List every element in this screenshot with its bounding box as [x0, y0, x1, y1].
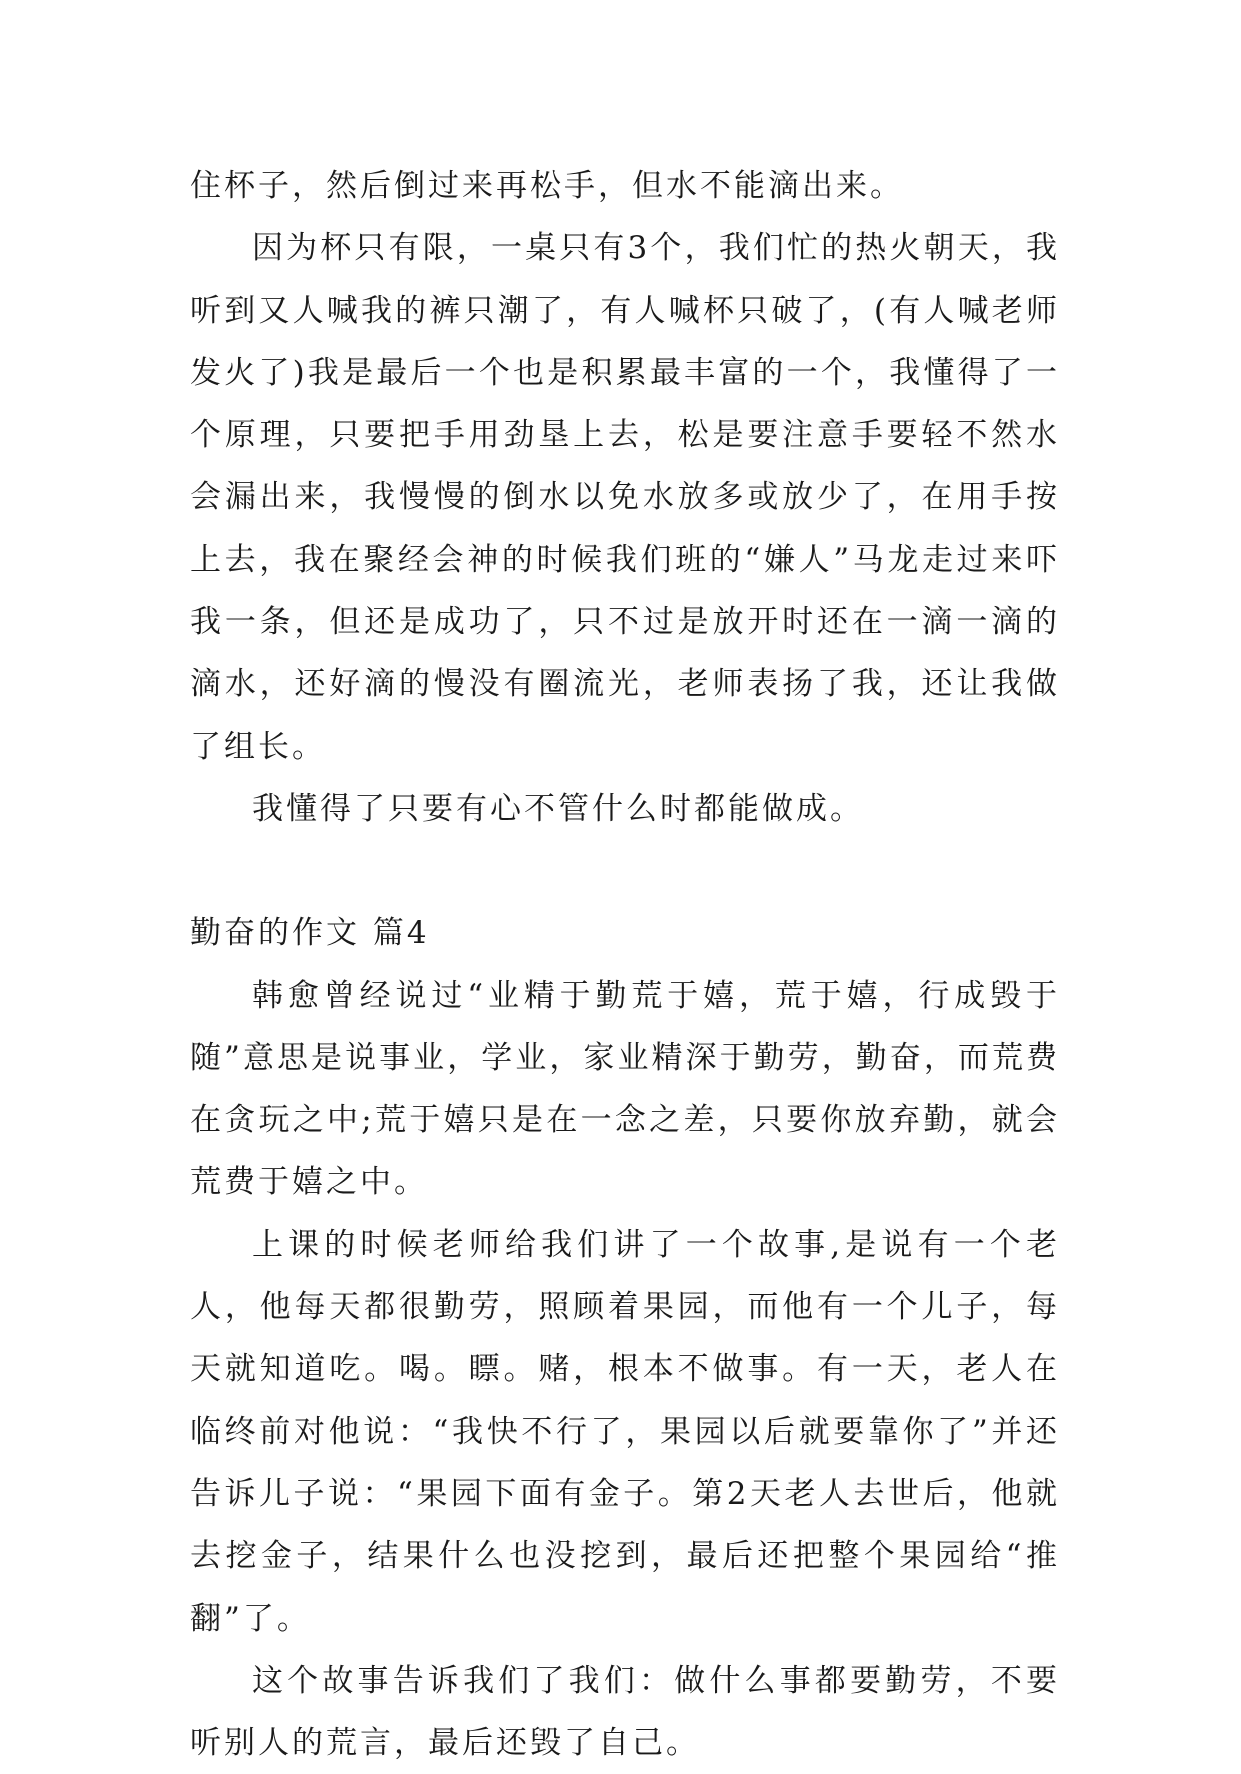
paragraph-moral: 这个故事告诉我们了我们：做什么事都要勤劳，不要听别人的荒言，最后还毁了自己。	[190, 1662, 1060, 1762]
paragraph-cup-experiment: 因为杯只有限，一桌只有3个，我们忙的热火朝天，我听到又人喊我的裤只潮了，有人喊杯只破了，(有人喊老师发火了)我是最后一个也是积累最丰富的一个，我懂得了一个原理，只要把手用劲垦上去，松是要注意手要轻不然水会漏出来，我慢慢的倒水以免水放多或放少了，在用手按上去，我在聚经会神的时候我们班的“嫌人”马龙走过来吓我一条，但还是成功了，只不过是放开时还在一滴一滴的滴水，还好滴的慢没有圈流光，老师表扬了我，还让我做了组长。	[190, 230, 1060, 765]
document-body	[190, 155, 1060, 1774]
paragraph-story: 上课的时候老师给我们讲了一个故事,是说有一个老人，他每天都很勤劳，照顾着果园，而他有一个儿子，每天就知道吃。喝。瞟。赌，根本不做事。有一天，老人在临终前对他说：“我快不行了，果园以后就要靠你了”并还告诉儿子说：“果园下面有金子。第2天老人去世后，他就去挖金子，结果什么也没挖到，最后还把整个果园给“推翻”了。	[190, 1226, 1060, 1637]
paragraph-continued: 住杯子，然后倒过来再松手，但水不能滴出来。	[190, 168, 904, 204]
paragraph-han-yu-quote: 韩愈曾经说过“业精于勤荒于嬉，荒于嬉，行成毁于随”意思是说事业，学业，家业精深于勤劳，勤奋，而荒费在贪玩之中;荒于嬉只是在一念之差，只要你放弃勤，就会荒费于嬉之中。	[190, 977, 1060, 1201]
paragraph-conclusion: 我懂得了只要有心不管什么时都能做成。	[252, 790, 864, 827]
section-title: 勤奋的作文 篇4	[190, 915, 430, 952]
